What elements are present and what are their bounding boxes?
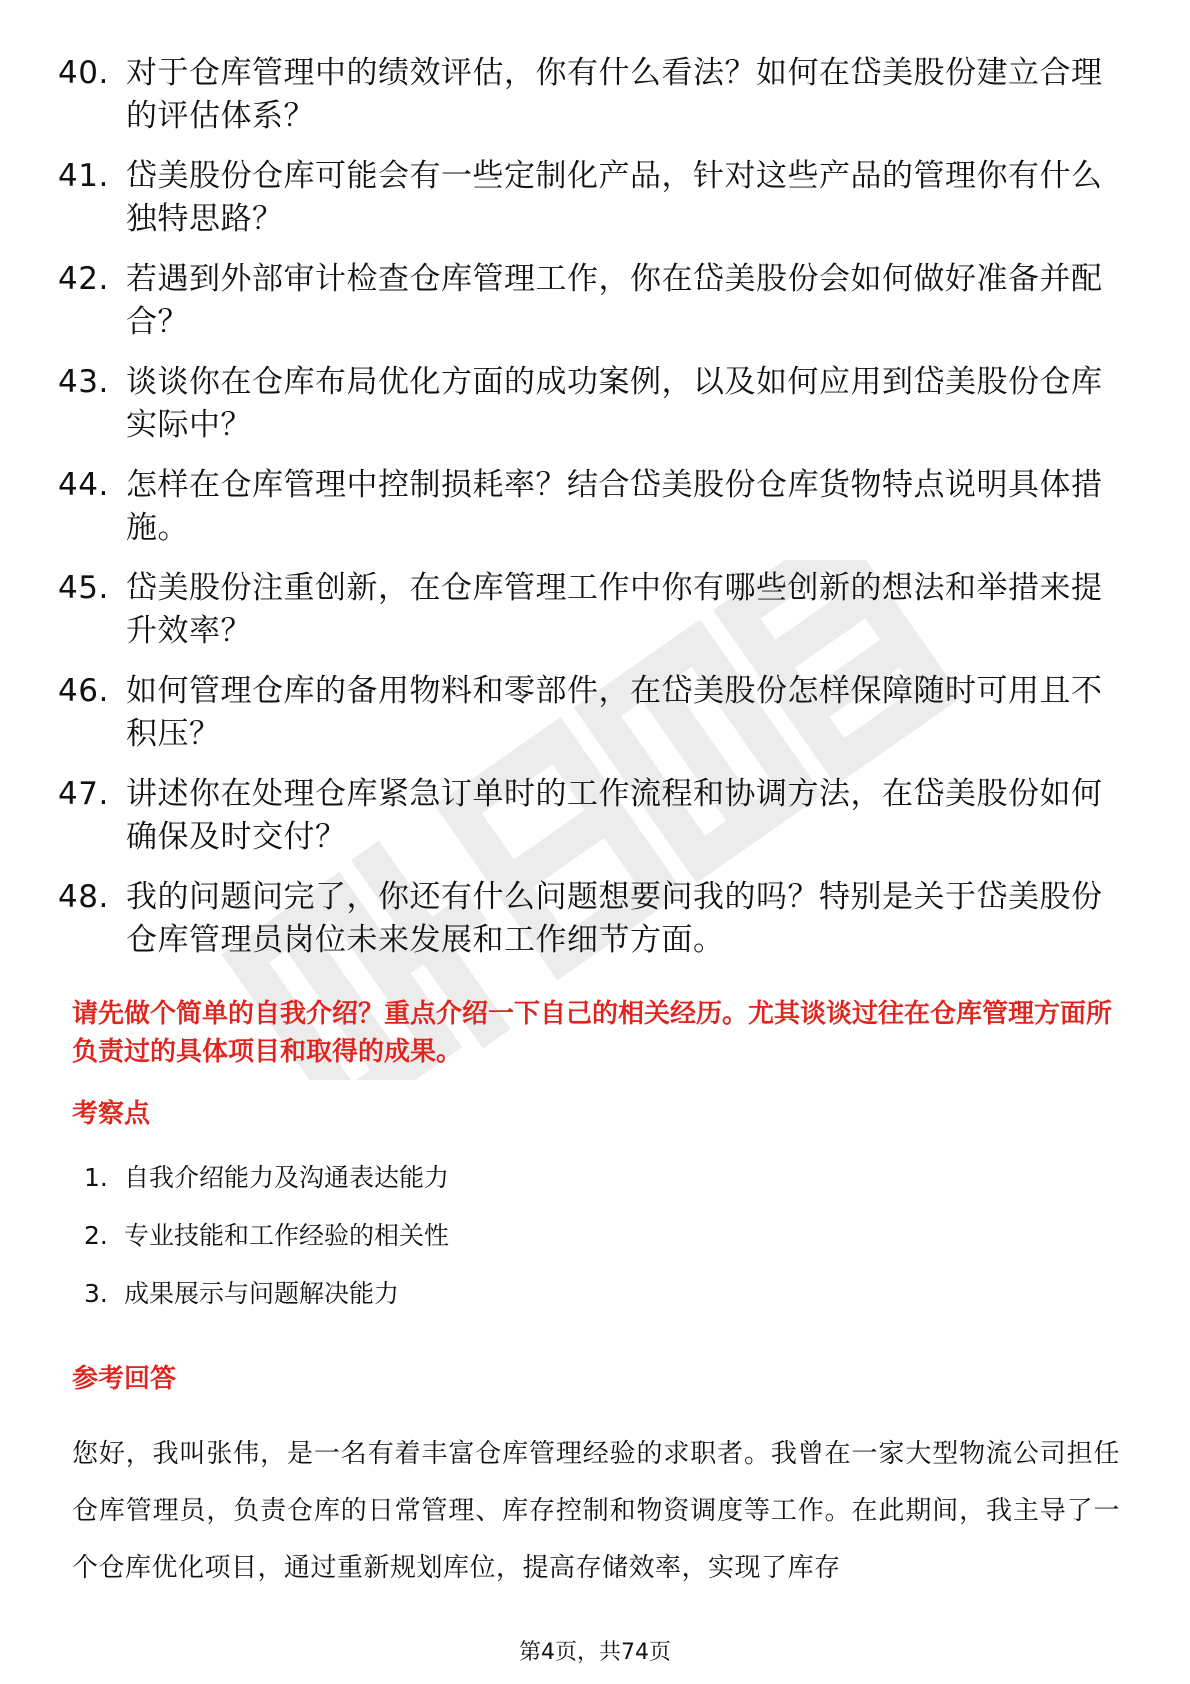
focus-item — [84, 1218, 449, 1276]
question-item — [58, 670, 1118, 756]
question-item — [58, 258, 1118, 344]
question-text: 我的问题问完了，你还有什么问题想要问我的吗？特别是关于岱美股份仓库管理员岗位未来发展和工作细节方面。 — [126, 879, 1103, 958]
question-text: 谈谈你在仓库布局优化方面的成功案例，以及如何应用到岱美股份仓库实际中？ — [126, 364, 1103, 443]
question-text: 若遇到外部审计检查仓库管理工作，你在岱美股份会如何做好准备并配合？ — [126, 261, 1103, 340]
question-number: 40. — [58, 55, 109, 91]
question-item — [58, 567, 1118, 653]
question-number: 43. — [58, 364, 109, 400]
answer-section-title: 参考回答 — [72, 1364, 177, 1394]
question-item — [58, 361, 1118, 447]
page-footer: 第4页，共74页 — [519, 1640, 671, 1665]
focus-section-title: 考察点 — [72, 1099, 151, 1129]
question-text: 怎样在仓库管理中控制损耗率？结合岱美股份仓库货物特点说明具体措施。 — [126, 467, 1103, 546]
question-item — [58, 773, 1118, 859]
focus-item — [84, 1160, 449, 1218]
focus-number: 2. — [84, 1221, 108, 1250]
question-number: 44. — [58, 467, 109, 503]
question-number: 42. — [58, 261, 109, 297]
focus-item — [84, 1276, 449, 1334]
question-number: 45. — [58, 570, 109, 606]
focus-text: 自我介绍能力及沟通表达能力 — [124, 1163, 450, 1192]
question-text: 对于仓库管理中的绩效评估，你有什么看法？如何在岱美股份建立合理的评估体系？ — [126, 55, 1103, 134]
question-text: 如何管理仓库的备用物料和零部件，在岱美股份怎样保障随时可用且不积压？ — [126, 673, 1103, 752]
question-text: 岱美股份仓库可能会有一些定制化产品，针对这些产品的管理你有什么独特思路？ — [126, 158, 1103, 237]
reference-answer: 您好，我叫张伟，是一名有着丰富仓库管理经验的求职者。我曾在一家大型物流公司担任仓库管理员，负责仓库的日常管理、库存控制和物资调度等工作。在此期间，我主导了一个仓库优化项目，通过重新规划库位，提高存储效率，实现了库存 — [72, 1439, 1120, 1583]
question-number: 48. — [58, 879, 109, 915]
question-item — [58, 155, 1118, 241]
question-item — [58, 464, 1118, 550]
question-text: 讲述你在处理仓库紧急订单时的工作流程和协调方法，在岱美股份如何确保及时交付？ — [126, 776, 1103, 855]
question-number: 47. — [58, 776, 109, 812]
question-number: 46. — [58, 673, 109, 709]
focus-list — [84, 1160, 449, 1334]
question-item — [58, 876, 1118, 962]
question-list — [58, 52, 1118, 979]
focus-text: 成果展示与问题解决能力 — [124, 1279, 400, 1308]
focus-number: 1. — [84, 1163, 108, 1192]
question-text: 岱美股份注重创新，在仓库管理工作中你有哪些创新的想法和举措来提升效率？ — [126, 570, 1103, 649]
focus-text: 专业技能和工作经验的相关性 — [124, 1221, 450, 1250]
question-number: 41. — [58, 158, 109, 194]
question-item — [58, 52, 1118, 138]
interview-prompt: 请先做个简单的自我介绍？重点介绍一下自己的相关经历。尤其谈谈过往在仓库管理方面所负责过的具体项目和取得的成果。 — [72, 999, 1113, 1067]
focus-number: 3. — [84, 1279, 108, 1308]
